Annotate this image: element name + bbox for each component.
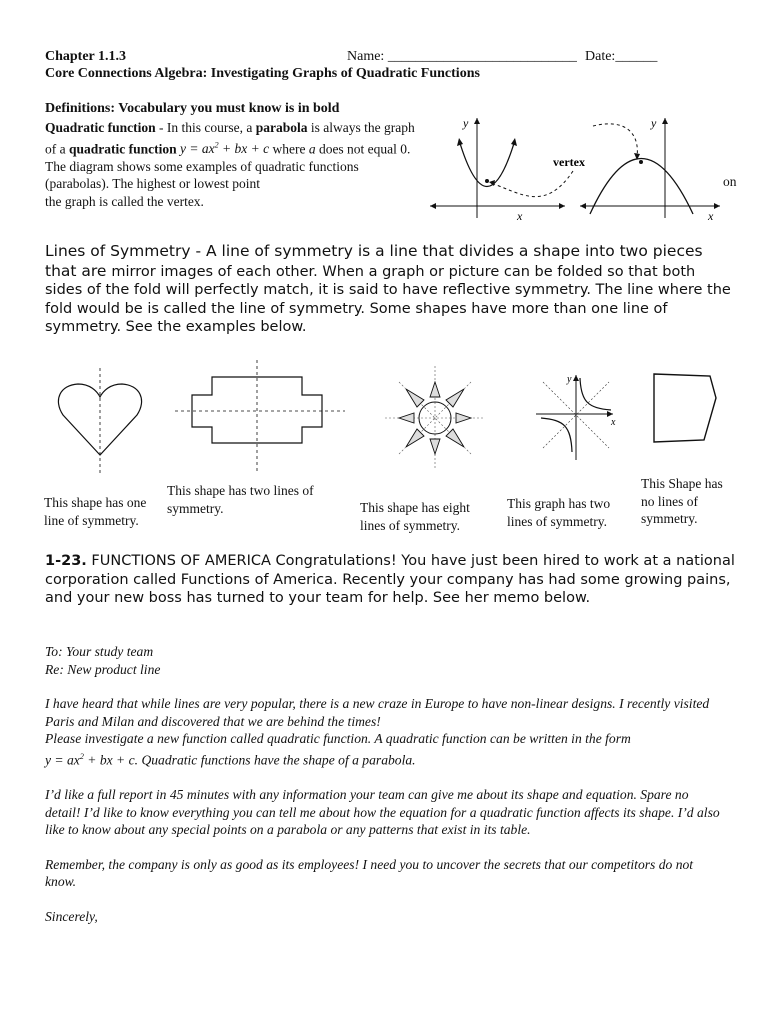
section-text: - A line of symmetry is a line that divides a shape into two pieces that are [45,242,703,280]
caption-rectangle: This shape has two lines of symmetry. [167,483,314,516]
definition-on-word: on [723,174,737,189]
chapter-label: Chapter 1.1.3 [45,49,127,64]
section-text: mirror images of each other. When a graph or picture can be folded so that both sides of the fold will perfectly match, it is said to have reflective symmetry. The line where the fold would be is called the line of symmetry. Some shapes have more than one line of symmetry. See the examples below. [45,263,731,335]
memo-re: Re: New product line [45,661,161,677]
caption-sun: This shape has eight lines of symmetry. [360,500,470,533]
problem-1-23 [45,552,735,608]
memo [45,643,720,926]
heart-shape [50,365,150,475]
memo-paragraph-1: I have heard that while lines are very popular, there is a new craze in Europe to have non-linear designs. I recently visited Paris and Milan and discovered that we are behind the times! [45,696,710,729]
x-axis-label: x [517,209,523,223]
definition-text: - In this course, a [155,120,256,135]
date-field[interactable]: Date:______ [585,49,658,64]
memo-to: To: Your study team [45,644,154,659]
course-title: Core Connections Algebra: Investigating Graphs of Quadratic Functions [45,66,480,81]
hyperbola-graph [533,372,623,462]
rectangle-shape [175,360,355,475]
equation-part: + bx + c [218,141,270,156]
section-title: Lines of Symmetry [45,242,191,260]
caption-heart: This shape has one line of symmetry. [44,495,147,528]
definition-text: where [269,141,309,156]
term-parabola: parabola [255,120,308,135]
x-axis-label: x [708,209,714,223]
y-axis-label: y [651,116,657,130]
memo-paragraph-3: I’d like a full report in 45 minutes with any information your team can give me about its shape and equation. Spare no detail! I’d like to know everything you can tell me about how the equation for a quadratic function affects its shape. I’d also like to know about any special points on a parabola or any patterns that exist in its table. [45,787,720,838]
exponent: 2 [214,140,219,150]
irregular-polygon [650,370,720,450]
definition-text: is always the graph of a [45,120,415,156]
definitions-heading: Definitions: Vocabulary you must know is in bold [45,101,340,116]
term-quadratic-function-2: quadratic function [69,141,177,156]
lines-of-symmetry-paragraph [45,242,735,337]
memo-text: Please investigate a new function called quadratic function. A quadratic function can be written in the form [45,731,631,747]
problem-number: 1-23. [45,553,87,569]
term-quadratic-function: Quadratic function [45,120,156,135]
caption-polygon: This Shape has no lines of symmetry. [641,476,723,526]
memo-paragraph-2 [45,730,720,769]
caption-graph: This graph has two lines of symmetry. [507,496,611,529]
equation [177,141,269,156]
variable-a: a [308,141,316,156]
sun-shape [385,363,485,473]
exponent: 2 [79,751,84,761]
y-axis-label: y [463,116,469,130]
parabola-diagram [425,113,725,223]
equation-part: y = ax [176,141,215,156]
quadratic-definition [45,119,415,210]
memo-text: + bx + c. Quadratic functions have the shape of a parabola. [83,752,416,768]
y-axis-label: y [567,374,572,385]
memo-closing: Sincerely, [45,909,98,925]
name-field[interactable]: Name: ___________________________ [347,49,577,64]
definition-text: does not equal 0. The diagram shows some examples of quadratic functions (parabolas). The highest or lowest point [45,141,411,191]
problem-text: FUNCTIONS OF AMERICA Congratulations! You have just been hired to work at a national corporation called Functions of America. Recently your company has had some growing pains, and your new boss has turned to your team for help. See her memo below. [45,553,735,606]
memo-equation: y = ax [45,752,80,768]
memo-paragraph-4: Remember, the company is only as good as its employees! I need you to uncover the secrets that our competitors do not know. [45,856,694,890]
vertex-label: vertex [553,155,585,169]
definition-text: the graph is called the vertex. [45,193,204,209]
x-axis-label: x [611,417,616,428]
